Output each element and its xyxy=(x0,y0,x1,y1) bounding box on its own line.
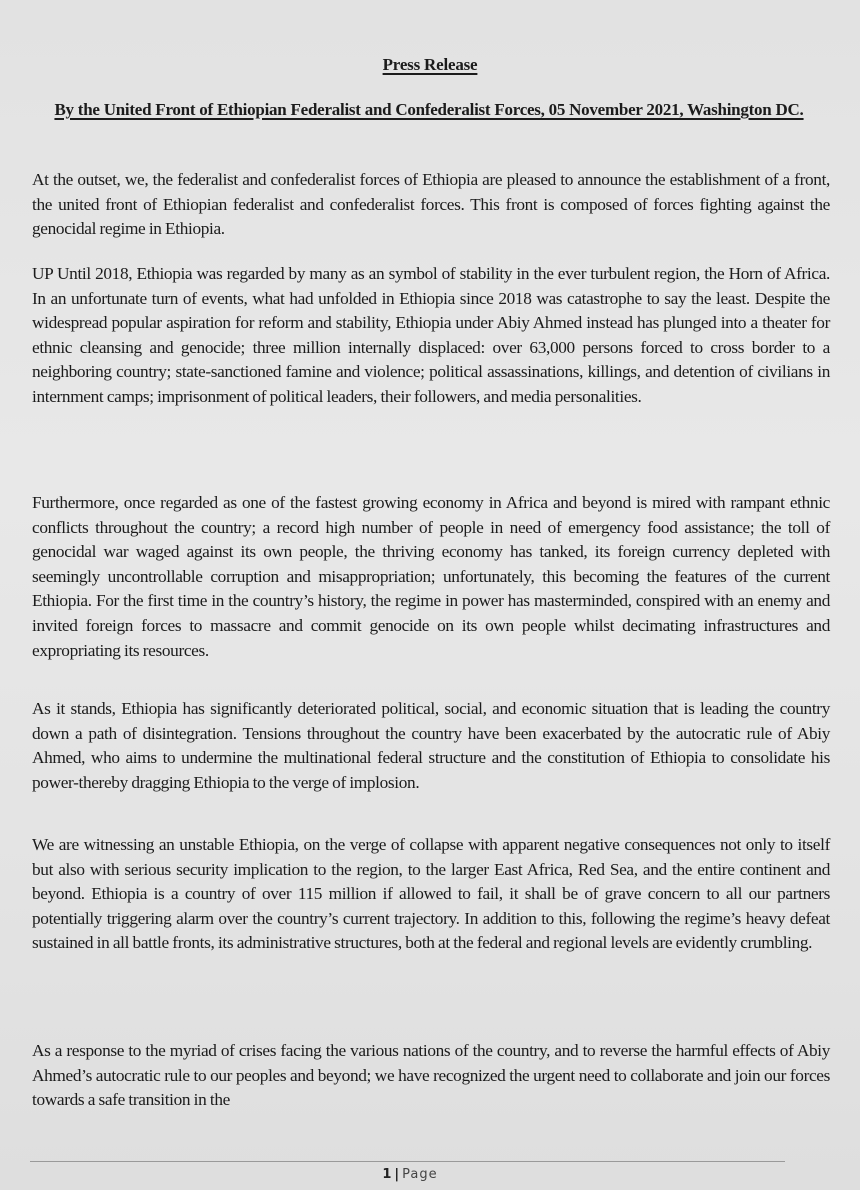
paragraph-economy: Furthermore, once regarded as one of the fastest growing economy in Africa and beyond is mired with rampant ethnic conflicts throughout the country; a record high number of people in need of emergency food assistance; the toll of genocidal war waged against its own people, the thriving economy has tanked, its foreign currency depleted with seemingly uncontrollable corruption and misappropriation; unfortunately, this becoming the features of the current Ethiopia. For the first time in the country’s history, the regime in power has masterminded, conspired with an enemy and invited foreign forces to massacre and commit genocide on its own people whilst decimating infrastructures and expropriating its resources. xyxy=(32,493,830,660)
paragraph-intro: At the outset, we, the federalist and confederalist forces of Ethiopia are pleased to announce the establishment of a front, the united front of Ethiopian federalist and confederalist forces. This front is composed of forces fighting against the genocidal regime in Ethiopia. xyxy=(32,170,830,239)
paragraph-response: As a response to the myriad of crises facing the various nations of the country, and to reverse the harmful effects of Abiy Ahmed’s autocratic rule to our peoples and beyond; we have recognized the urgent need to collaborate and join our forces towards a safe transition in the xyxy=(32,1041,830,1110)
document-title-text: Press Release xyxy=(382,55,478,74)
page-footer xyxy=(0,1167,820,1182)
document-subtitle-text: By the United Front of Ethiopian Federalist and Confederalist Forces, 05 November 2021, Washington DC. xyxy=(54,100,804,119)
footer-divider xyxy=(30,1161,785,1162)
document-subtitle xyxy=(36,97,822,123)
page-label: Page xyxy=(402,1167,438,1182)
document-title xyxy=(0,55,860,75)
page-separator: | xyxy=(394,1167,401,1182)
paragraph-background: UP Until 2018, Ethiopia was regarded by many as an symbol of stability in the ever turbulent region, the Horn of Africa. In an unfortunate turn of events, what had unfolded in Ethiopia since 2018 was catastrophe to say the least. Despite the widespread popular aspiration for reform and stability, Ethiopia under Abiy Ahmed instead has plunged into a theater for ethnic cleansing and genocide; three million internally displaced: over 63,000 persons forced to cross border to a neighboring country; state-sanctioned famine and violence; political assassinations, killings, and detention of civilians in internment camps; imprisonment of political leaders, their followers, and media personalities. xyxy=(32,264,830,406)
page-number: 1 xyxy=(382,1167,393,1182)
paragraph-instability: We are witnessing an unstable Ethiopia, on the verge of collapse with apparent negative consequences not only to itself but also with serious security implication to the region, to the larger East Africa, Red Sea, and the entire continent and beyond. Ethiopia is a country of over 115 million if allowed to fail, it shall be of grave concern to all our partners potentially triggering alarm over the country’s current trajectory. In addition to this, following the regime’s heavy defeat sustained in all battle fronts, its administrative structures, both at the federal and regional levels are evidently crumbling. xyxy=(32,835,830,953)
paragraph-situation: As it stands, Ethiopia has significantly deteriorated political, social, and economic situation that is leading the country down a path of disintegration. Tensions throughout the country have been exacerbated by the autocratic rule of Abiy Ahmed, who aims to undermine the multinational federal structure and the constitution of Ethiopia to consolidate his power-thereby dragging Ethiopia to the verge of implosion. xyxy=(32,699,830,792)
